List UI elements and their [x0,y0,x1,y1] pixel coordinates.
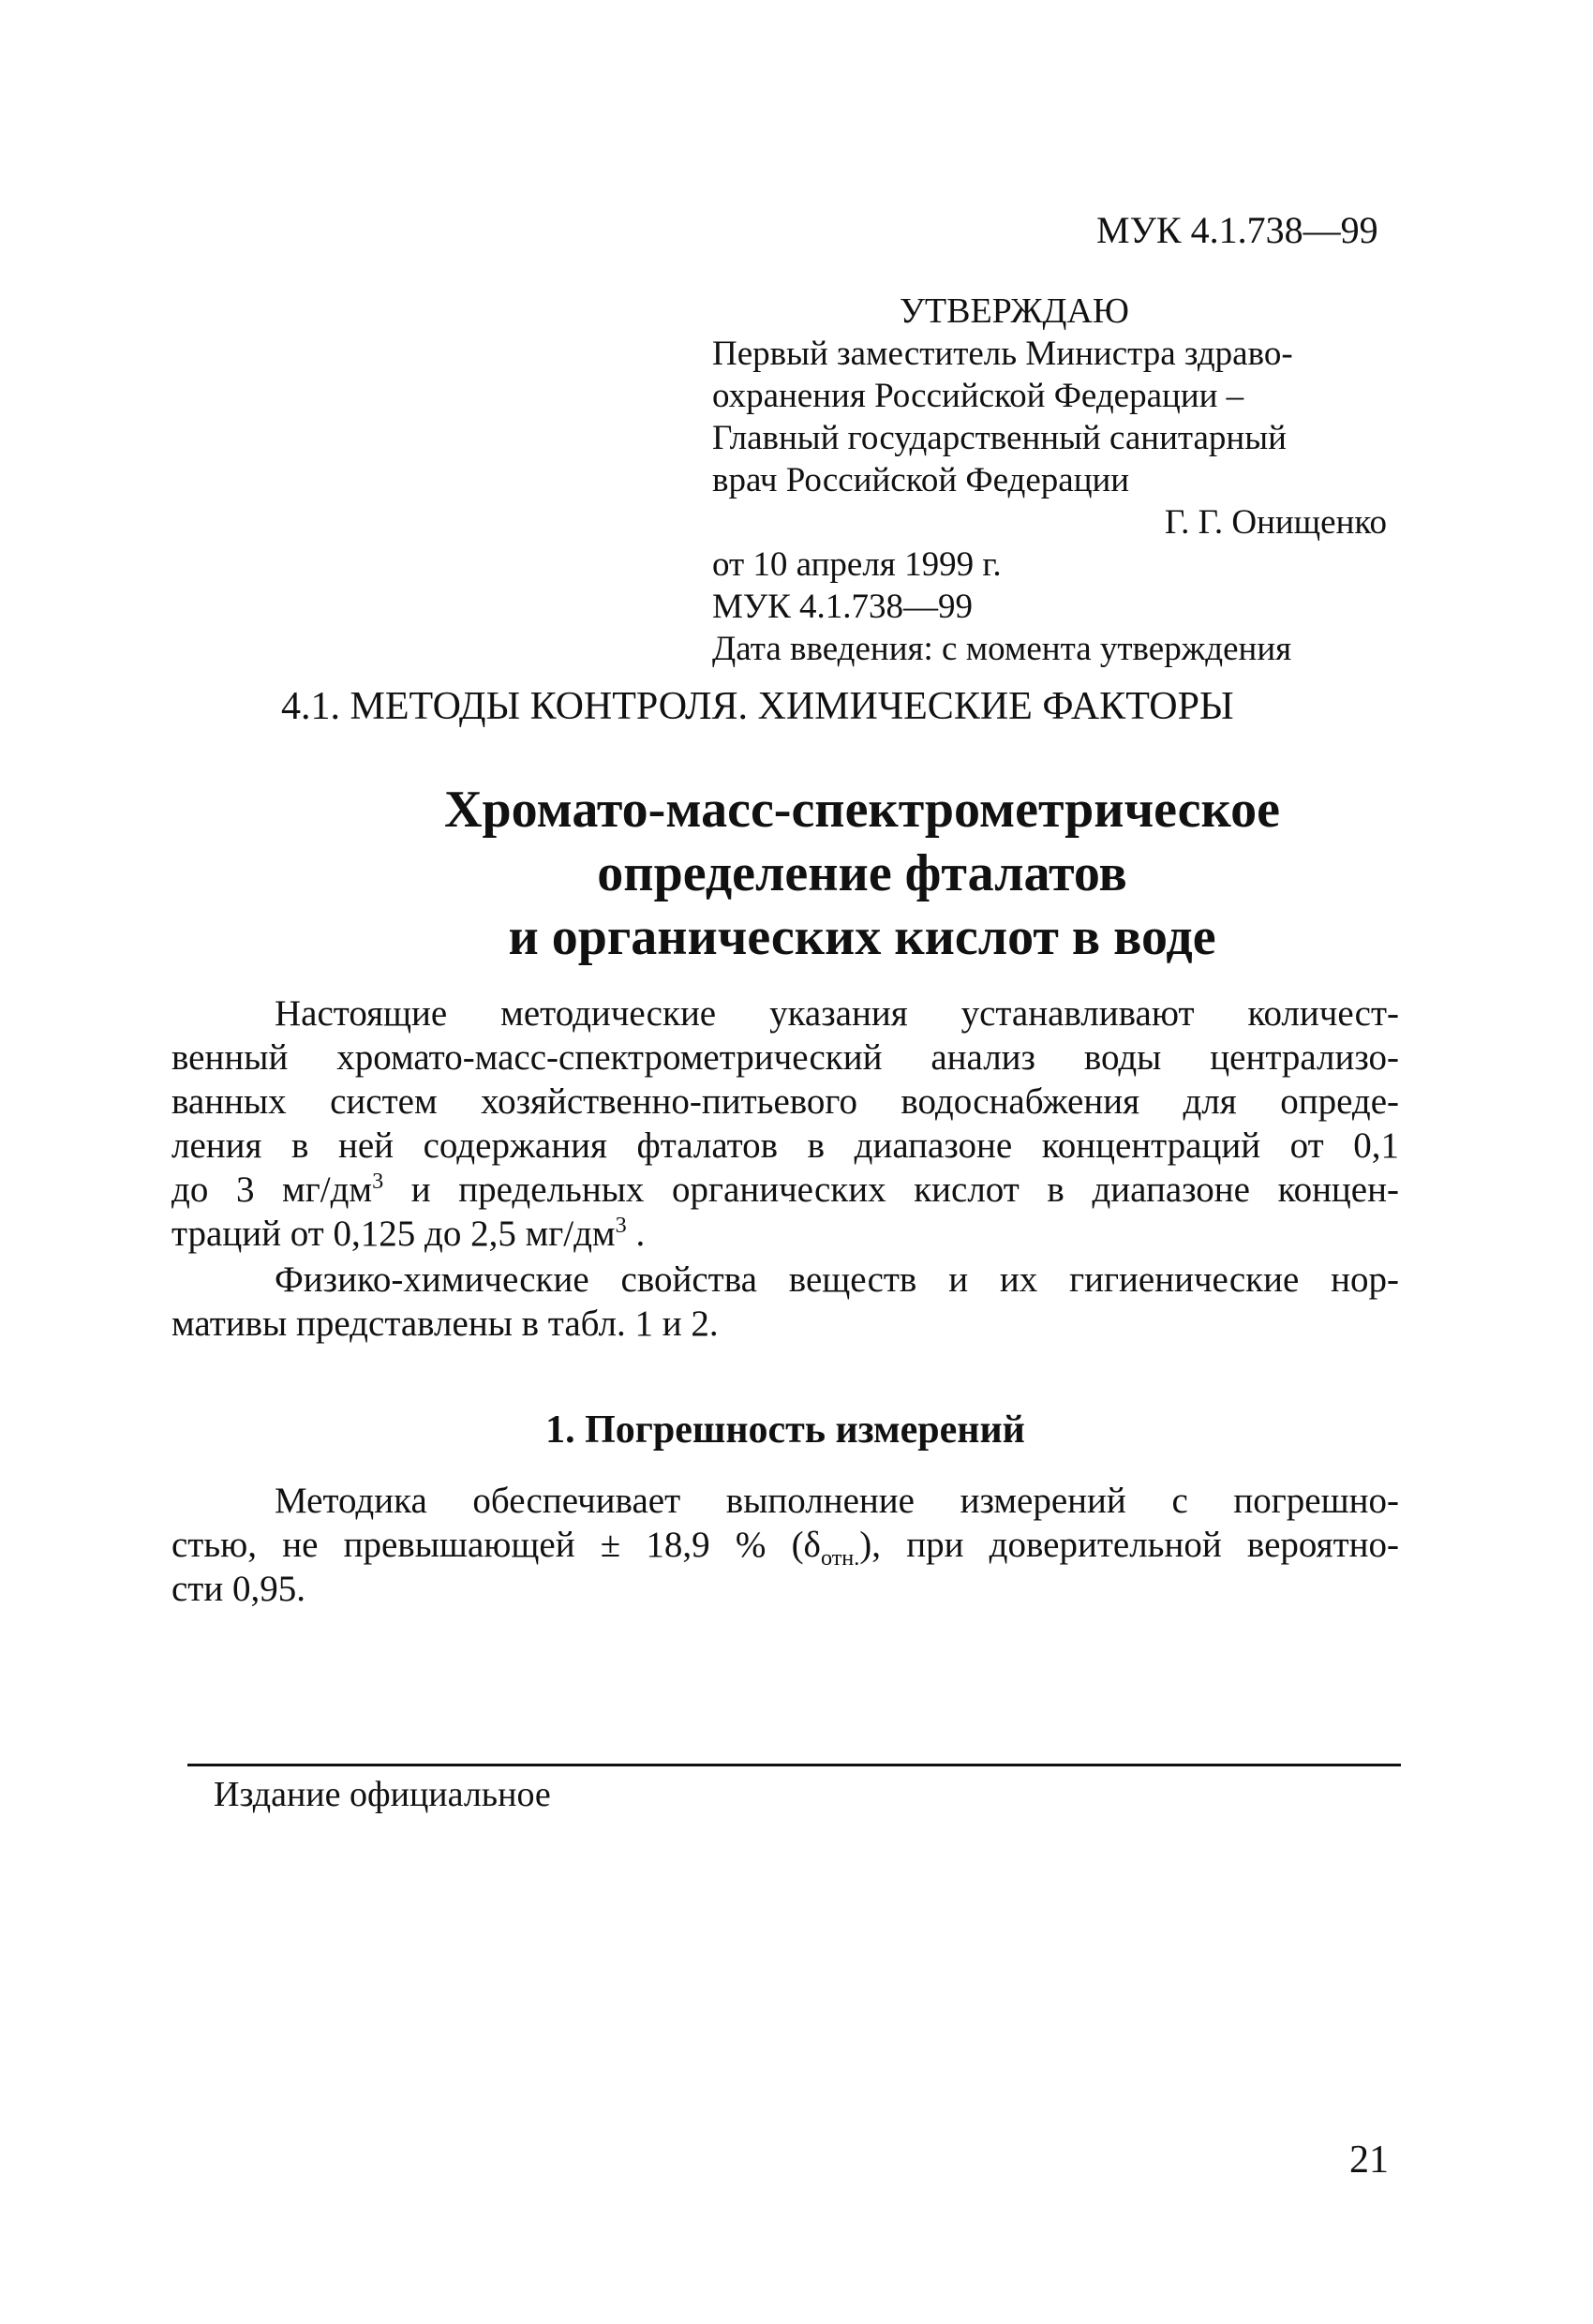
intro-line-6-b: . [626,1214,646,1254]
section-1-line-3: сти 0,95. [171,1569,305,1609]
section-1-line-2-b: ), при доверительной вероятно- [859,1525,1399,1565]
approval-block [712,290,1387,670]
superscript-3: 3 [372,1169,384,1194]
approval-code: МУК 4.1.738—99 [712,588,974,626]
title-line-1: Хромато-масс-спектрометрическое [444,781,1280,839]
approval-date: от 10 апреля 1999 г. [712,545,1002,584]
section-1-heading: 1. Погрешность измерений [545,1408,1025,1452]
intro-line-2: венный хромато-масс-спектрометрический анализ воды централизо- [171,1037,1399,1078]
intro-line-4: ления в ней содержания фталатов в диапазоне концентраций от 0,1 [171,1125,1399,1166]
section-1-line-2-a: стью, не превышающей ± 18,9 % (δ [171,1525,821,1565]
section-1-paragraph [171,1479,1399,1611]
approval-line-2: охранения Российской Федерации – [712,377,1244,415]
approval-effective-date: Дата введения: с момента утверждения [712,630,1292,668]
approval-line-4: врач Российской Федерации [712,461,1130,499]
properties-line-1: Физико-химические свойства веществ и их гигиенические нор- [275,1259,1399,1300]
document-title [281,778,1443,969]
page-number: 21 [1349,2138,1389,2182]
intro-line-5-b: и предельных органических кислот в диапазоне концен- [383,1169,1399,1210]
footnote-divider [187,1764,1401,1766]
section-1-line-1: Методика обеспечивает выполнение измерений с погрешно- [275,1481,1399,1521]
intro-line-1: Настоящие методические указания устанавливают количест- [275,993,1399,1034]
superscript-3: 3 [615,1213,627,1238]
intro-line-6 [171,1212,1399,1256]
intro-paragraph [171,991,1399,1256]
approval-line-3: Главный государственный санитарный [712,419,1287,457]
document-code: МУК 4.1.738—99 [1096,209,1378,251]
approval-line-1: Первый заместитель Министра здраво- [712,335,1293,373]
approval-heading: УТВЕРЖДАЮ [900,291,1129,331]
section-1-line-2 [171,1523,1399,1567]
approval-signer: Г. Г. Онищенко [1164,503,1387,542]
intro-line-5 [171,1168,1399,1212]
category-heading: 4.1. МЕТОДЫ КОНТРОЛЯ. ХИМИЧЕСКИЕ ФАКТОРЫ [281,685,1234,728]
title-line-3: и органических кислот в воде [508,908,1216,966]
properties-paragraph [171,1258,1399,1346]
intro-line-6-a: траций от 0,125 до 2,5 мг/дм [171,1214,616,1254]
properties-line-2: мативы представлены в табл. 1 и 2. [171,1304,719,1344]
edition-note: Издание официальное [214,1775,551,1814]
title-line-2: определение фталатов [597,844,1127,902]
intro-line-3: ванных систем хозяйственно-питьевого водоснабжения для опреде- [171,1081,1399,1122]
intro-line-5-a: до 3 мг/дм [171,1169,373,1210]
subscript-otn: отн. [820,1544,860,1567]
